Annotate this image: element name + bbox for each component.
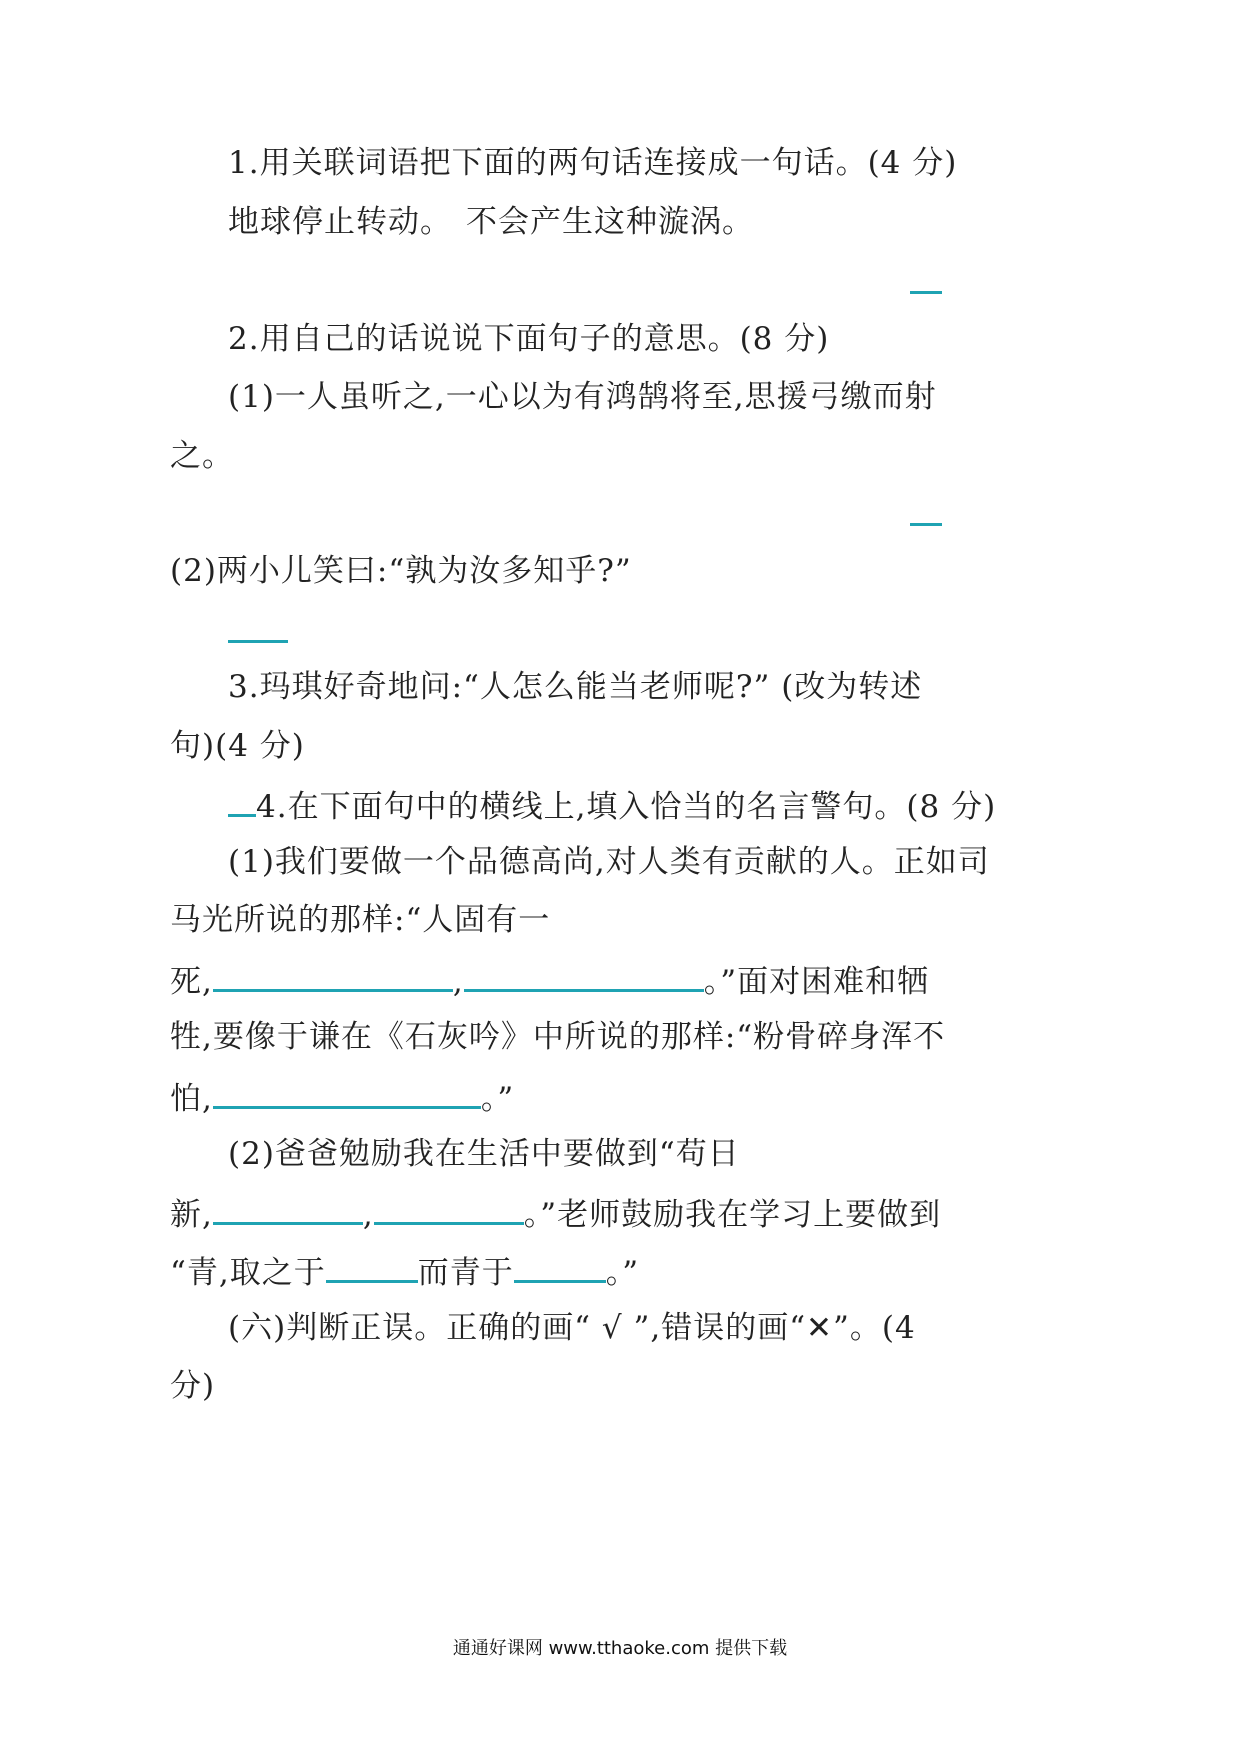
q1-answer-blank[interactable] bbox=[910, 291, 942, 294]
q4-item2-line3-start: “青,取之于 bbox=[170, 1255, 326, 1291]
section6-line2: 分) bbox=[170, 1368, 216, 1404]
q4-blank-3[interactable] bbox=[213, 1076, 481, 1109]
q4-item1-line3-end: 。”面对困难和牺 bbox=[703, 964, 930, 1000]
q2-item2: (2)两小儿笑曰:“孰为汝多知乎?” bbox=[170, 553, 632, 589]
q4-item1-line3-start: 死, bbox=[170, 964, 213, 1000]
q4-item2-line1: (2)爸爸勉励我在生活中要做到“苟日 bbox=[228, 1136, 740, 1172]
q4-item2-line2 bbox=[170, 1192, 941, 1235]
q2-item2-answer-blank[interactable] bbox=[228, 640, 288, 643]
page-footer: 通通好课网 www.tthaoke.com 提供下载 bbox=[452, 1638, 788, 1659]
section6-line1: (六)判断正误。正确的画“ √ ”,错误的画“✕”。(4 bbox=[228, 1310, 916, 1346]
q4-item1-line3-comma: , bbox=[452, 964, 464, 1000]
q4-prompt-row bbox=[228, 784, 996, 827]
q3-line1: 3.玛琪好奇地问:“人怎么能当老师呢?” (改为转述 bbox=[228, 669, 923, 705]
q4-item1-line1: (1)我们要做一个品德高尚,对人类有贡献的人。正如司 bbox=[228, 844, 990, 880]
q4-blank-2[interactable] bbox=[464, 959, 704, 992]
q4-item1-line3 bbox=[170, 959, 929, 1002]
q4-item2-line2-end: 。”老师鼓励我在学习上要做到 bbox=[523, 1197, 942, 1233]
q4-item1-line4: 牲,要像于谦在《石灰吟》中所说的那样:“粉骨碎身浑不 bbox=[170, 1019, 946, 1055]
q4-item1-line2: 马光所说的那样:“人固有一 bbox=[170, 902, 551, 938]
q4-item2-line3-mid: 而青于 bbox=[417, 1255, 514, 1291]
q3-answer-blank[interactable] bbox=[228, 784, 256, 817]
q4-item2-line3-end: 。” bbox=[605, 1255, 640, 1291]
q4-item2-line2-start: 新, bbox=[170, 1197, 213, 1233]
q4-blank-1[interactable] bbox=[213, 959, 453, 992]
q2-item1-line2: 之。 bbox=[170, 438, 234, 474]
q4-blank-4[interactable] bbox=[213, 1192, 363, 1225]
q4-item2-line2-comma: , bbox=[362, 1197, 374, 1233]
q1-sentence-b: 不会产生这种漩涡。 bbox=[466, 204, 754, 240]
q2-prompt: 2.用自己的话说说下面句子的意思。(8 分) bbox=[228, 321, 830, 357]
q3-line2: 句)(4 分) bbox=[170, 728, 305, 764]
q4-item1-line5-end: 。” bbox=[480, 1081, 515, 1117]
q4-blank-5[interactable] bbox=[374, 1192, 524, 1225]
q4-blank-7[interactable] bbox=[514, 1250, 606, 1283]
q4-item1-line5 bbox=[170, 1076, 514, 1119]
q4-prompt: 4.在下面句中的横线上,填入恰当的名言警句。(8 分) bbox=[256, 789, 997, 825]
q4-item2-line3 bbox=[170, 1250, 639, 1293]
q1-sentence-a: 地球停止转动。 bbox=[228, 204, 452, 240]
q4-item1-line5-start: 怕, bbox=[170, 1081, 213, 1117]
q1-prompt: 1.用关联词语把下面的两句话连接成一句话。(4 分) bbox=[228, 145, 958, 181]
q2-item1-answer-blank[interactable] bbox=[910, 523, 942, 526]
q4-blank-6[interactable] bbox=[326, 1250, 418, 1283]
q2-item1-line1: (1)一人虽听之,一心以为有鸿鹄将至,思援弓缴而射 bbox=[228, 379, 937, 415]
